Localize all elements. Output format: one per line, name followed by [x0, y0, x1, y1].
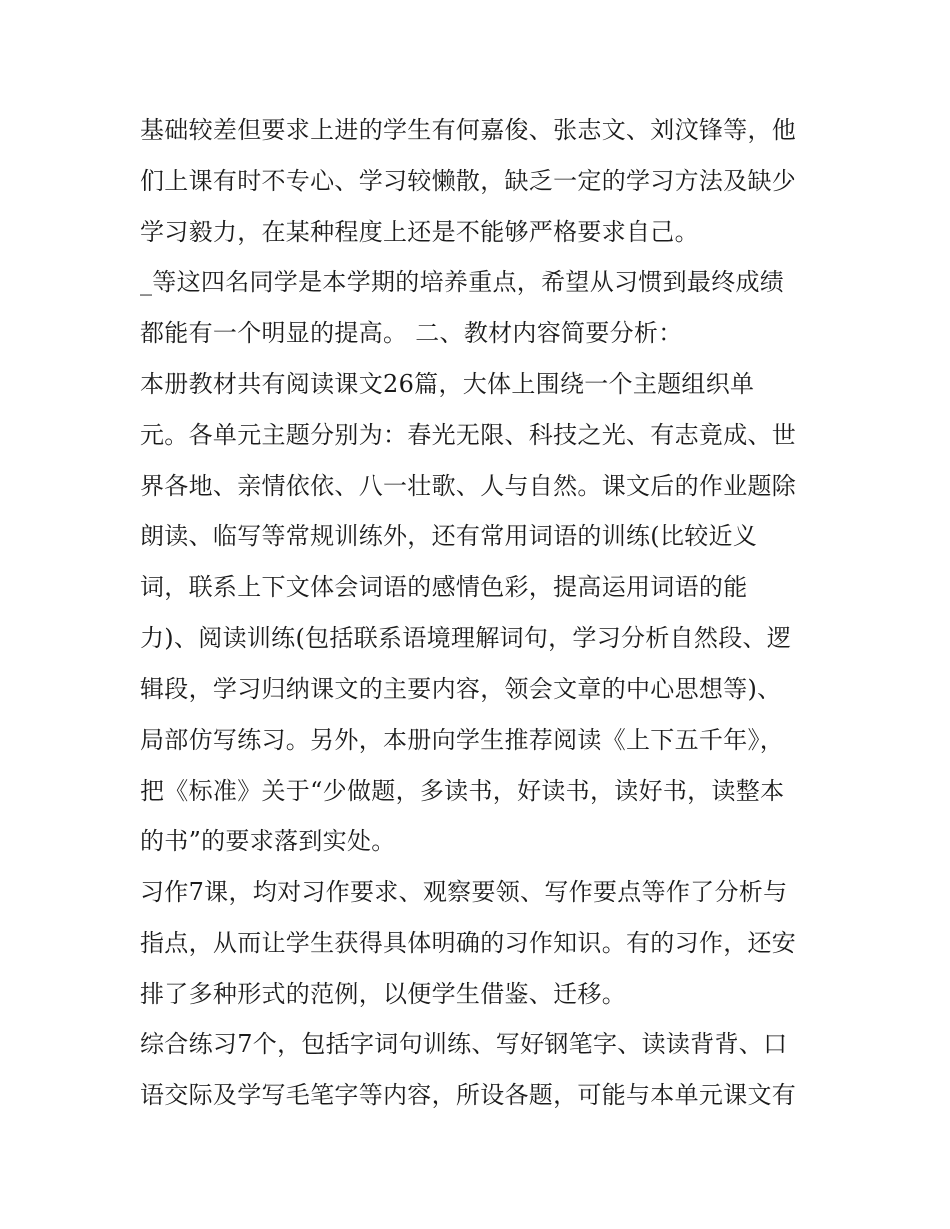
- text-line: 的书”的要求落到实处。: [140, 827, 396, 855]
- text-line: 排了多种形式的范例，以便学生借鉴、迁移。: [140, 980, 626, 1008]
- text-line: 都能有一个明显的提高。 二、教材内容简要分析：: [140, 319, 683, 347]
- text-line: 习作7课，均对习作要求、观察要领、写作要点等作了分析与: [140, 878, 788, 906]
- text-line: 元。各单元主题分别为：春光无限、科技之光、有志竟成、世: [140, 421, 797, 449]
- text-line: 界各地、亲情依依、八一壮歌、人与自然。课文后的作业题除: [140, 472, 797, 500]
- text-line: 基础较差但要求上进的学生有何嘉俊、张志文、刘汶锋等，他: [140, 116, 797, 144]
- text-line: 朗读、临写等常规训练外，还有常用词语的训练(比较近义: [140, 522, 758, 550]
- text-line: 指点，从而让学生获得具体明确的习作知识。有的习作，还安: [140, 929, 797, 957]
- text-line: 局部仿写练习。另外，本册向学生推荐阅读《上下五千年》，: [140, 726, 785, 754]
- text-line: 辑段，学习归纳课文的主要内容，领会文章的中心思想等)、: [140, 675, 782, 703]
- text-line: 综合练习7个，包括字词句训练、写好钢笔字、读读背背、口: [140, 1030, 788, 1058]
- text-line: 本册教材共有阅读课文26篇，大体上围绕一个主题组织单: [140, 370, 755, 398]
- text-line: 学习毅力，在某种程度上还是不能够严格要求自己。: [140, 218, 699, 246]
- text-line: 把《标准》关于“少做题，多读书，好读书，读好书，读整本: [140, 777, 785, 805]
- text-line: 们上课有时不专心、学习较懒散，缺乏一定的学习方法及缺少: [140, 167, 797, 195]
- text-line: 语交际及学写毛笔字等内容，所设各题，可能与本单元课文有: [140, 1081, 797, 1109]
- text-line: _等这四名同学是本学期的培养重点，希望从习惯到最终成绩: [140, 268, 785, 296]
- text-line: 力)、阅读训练(包括联系语境理解词句，学习分析自然段、逻: [140, 624, 792, 652]
- text-line: 词，联系上下文体会词语的感情色彩，提高运用词语的能: [140, 573, 748, 601]
